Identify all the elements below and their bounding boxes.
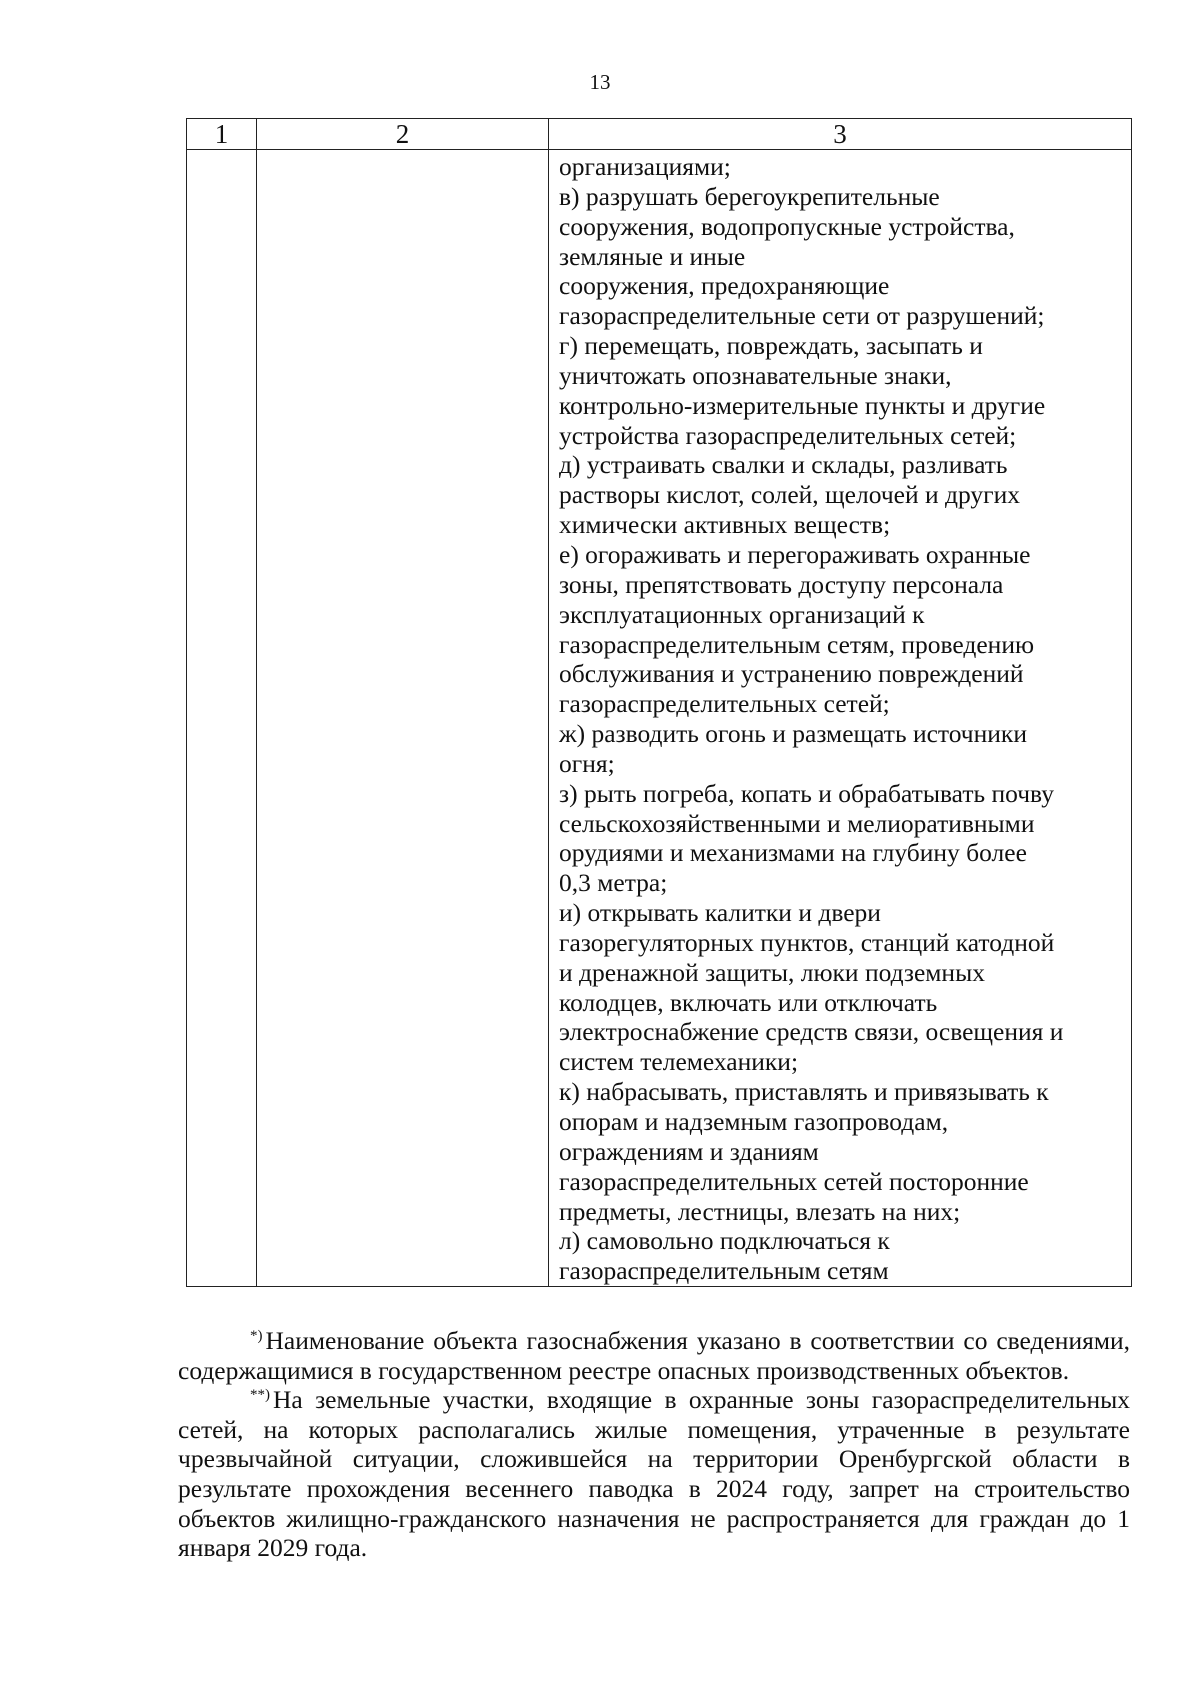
restriction-line: газораспределительные сети от разрушений;	[559, 301, 1045, 331]
footnote-text: Наименование объекта газоснабжения указано в соответствии со сведениями, содержащимися в государственном реестре опасных производственных объектов.	[178, 1326, 1130, 1385]
footnote-text: На земельные участки, входящие в охранные зоны газораспределительных сетей, на которых располагались жилые помещения, утраченные в результате чрезвычайной ситуации, сложившейся на территории Оренбургской области в результате прохождения весеннего паводка в 2024 году, запрет на строительство объектов жилищно-гражданского назначения не распространяется для граждан до 1 января 2029 года.	[178, 1385, 1130, 1563]
footnotes-section	[178, 1326, 1130, 1563]
restriction-line: колодцев, включать или отключать	[559, 987, 938, 1017]
restriction-line: контрольно-измерительные пункты и другие	[559, 390, 1046, 420]
restriction-line: в) разрушать берегоукрепительные	[559, 181, 940, 211]
table-cell-column-3	[549, 150, 1132, 1287]
restriction-line: земляные и иные	[559, 241, 746, 271]
restrictions-table	[186, 118, 1132, 1287]
restriction-line: сооружения, предохраняющие	[559, 271, 890, 301]
restriction-line: электроснабжение средств связи, освещения и	[559, 1017, 1064, 1047]
restriction-line: з) рыть погреба, копать и обрабатывать почву	[559, 778, 1054, 808]
column-header-1: 1	[187, 119, 257, 150]
restriction-line: опорам и надземным газопроводам,	[559, 1107, 949, 1136]
restriction-line: к) набрасывать, приставлять и привязывать к	[559, 1077, 1049, 1107]
restriction-line: устройства газораспределительных сетей;	[559, 420, 1017, 450]
restriction-line: ограждениям и зданиям	[559, 1136, 819, 1166]
restriction-line: химически активных веществ;	[559, 510, 891, 540]
restriction-line: эксплуатационных организаций к	[559, 599, 925, 629]
column-header-2: 2	[257, 119, 549, 150]
table-row	[187, 150, 1132, 1287]
restriction-line: ж) разводить огонь и размещать источники	[559, 719, 1027, 749]
footnote	[178, 1326, 1130, 1385]
restriction-line: 0,3 метра;	[559, 868, 668, 898]
restriction-line: газораспределительным сетям	[559, 1256, 889, 1286]
restriction-line: огня;	[559, 748, 615, 778]
restriction-line: систем телемеханики;	[559, 1047, 799, 1077]
restriction-line: е) огораживать и перегораживать охранные	[559, 539, 1031, 569]
footnote-mark: **)	[250, 1387, 270, 1404]
restriction-line: растворы кислот, солей, щелочей и других	[559, 480, 1020, 510]
restriction-line: зоны, препятствовать доступу персонала	[559, 569, 1004, 599]
page-number: 13	[589, 70, 611, 94]
table-cell-column-1	[187, 150, 257, 1287]
column-header-3: 3	[549, 119, 1132, 150]
restriction-line: газорегуляторных пунктов, станций катодной	[559, 927, 1055, 957]
restriction-line: сооружения, водопропускные устройства,	[559, 211, 1015, 241]
restriction-line: газораспределительных сетей;	[559, 689, 890, 719]
restriction-line: орудиями и механизмами на глубину более	[559, 838, 1027, 868]
table-header-row	[187, 119, 1132, 150]
footnote-mark: *)	[250, 1328, 263, 1344]
restriction-line: и дренажной защиты, люки подземных	[559, 957, 985, 987]
restriction-line: л) самовольно подключаться к	[559, 1226, 890, 1256]
footnote	[178, 1385, 1130, 1563]
restriction-line: организациями;	[559, 152, 731, 181]
restriction-line: обслуживания и устранению повреждений	[559, 659, 1024, 689]
restriction-line: г) перемещать, повреждать, засыпать и	[559, 331, 983, 361]
restriction-line: предметы, лестницы, влезать на них;	[559, 1196, 961, 1226]
restrictions-text	[549, 150, 1131, 1286]
table-cell-column-2	[257, 150, 549, 1287]
restriction-line: газораспределительных сетей посторонние	[559, 1166, 1029, 1196]
restriction-line: сельскохозяйственными и мелиоративными	[559, 808, 1035, 838]
restriction-line: газораспределительным сетям, проведению	[559, 629, 1035, 659]
restriction-line: уничтожать опознавательные знаки,	[559, 360, 952, 390]
restriction-line: д) устраивать свалки и склады, разливать	[559, 450, 1008, 480]
restriction-line: и) открывать калитки и двери	[559, 898, 881, 928]
